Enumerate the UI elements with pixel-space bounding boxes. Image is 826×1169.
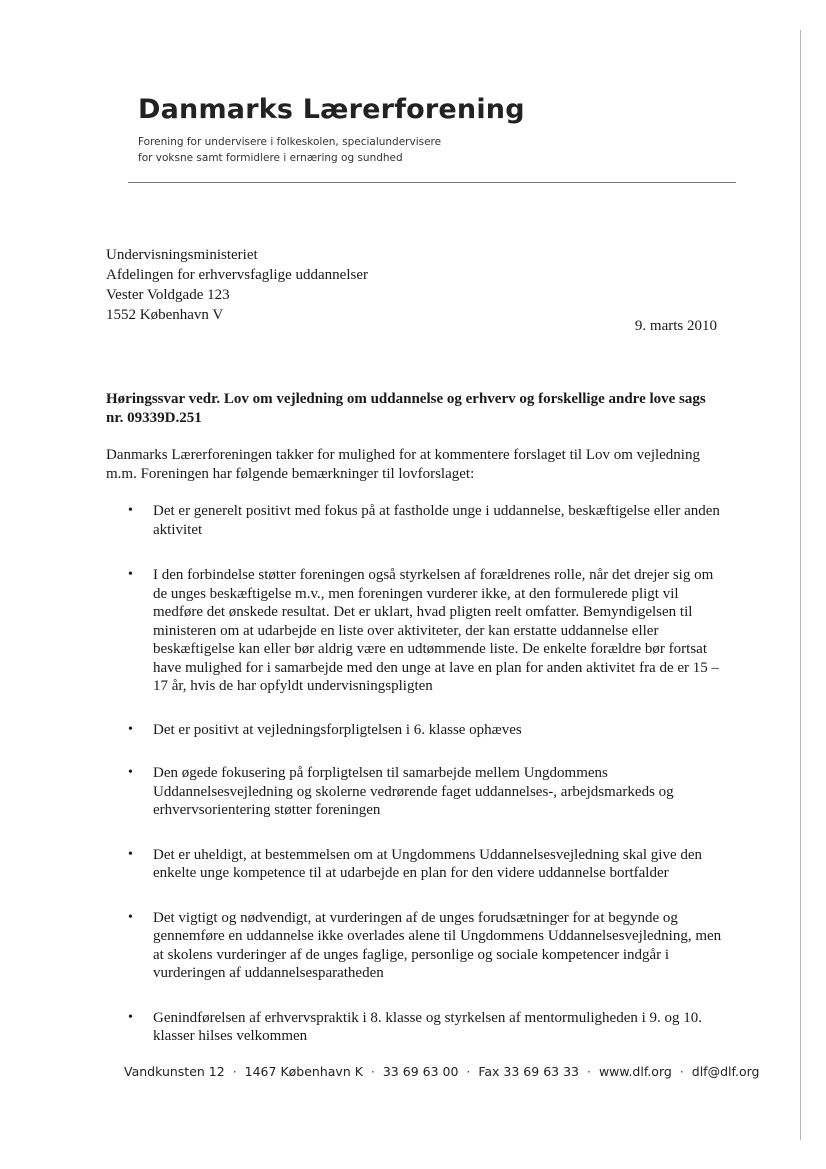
remarks-list (106, 502, 726, 1046)
remark-item (106, 721, 726, 740)
footer-separator: · (466, 1064, 471, 1079)
footer-separator: · (232, 1064, 237, 1079)
recipient-line-3: Vester Voldgade 123 (106, 287, 230, 303)
bullet-dot-icon: • (128, 1009, 133, 1025)
remark-item (106, 502, 726, 539)
remark-item (106, 909, 726, 983)
bullet-dot-icon: • (128, 721, 133, 737)
footer-website: www.dlf.org (598, 1064, 672, 1079)
footer-city: 1467 København K (244, 1064, 363, 1079)
remark-text: Det er uheldigt, at bestemmelsen om at Ungdommens Uddannelsesvejledning skal give den enkelte unge kompetence til at udarbejde en plan for den videre uddannelse bortfalder (153, 846, 703, 881)
organization-name: Danmarks Lærerforening (138, 94, 525, 125)
bullet-dot-icon: • (128, 846, 133, 862)
bullet-dot-icon: • (128, 909, 133, 925)
footer-separator: · (370, 1064, 375, 1079)
bullet-dot-icon: • (128, 503, 133, 518)
remark-item (106, 1009, 726, 1046)
letter-date: 9. marts 2010 (634, 318, 717, 334)
footer-phone: 33 69 63 00 (382, 1064, 459, 1079)
remark-text: Den øgede fokusering på forpligtelsen til samarbejde mellem Ungdommens Uddannelsesvejledning og skolerne vedrørende faget uddannelses-, arbejdsmarkeds og erhvervsorientering støtter foreningen (153, 765, 674, 818)
letter-footer (124, 1064, 764, 1079)
remark-item (106, 566, 726, 696)
letterhead (138, 92, 738, 166)
remark-item (106, 846, 726, 883)
tagline-line-1: Forening for undervisere i folkeskolen, specialundervisere (138, 136, 442, 148)
footer-separator: · (679, 1064, 684, 1079)
recipient-line-2: Afdelingen for erhvervsfaglige uddannelser (106, 267, 368, 283)
tagline-line-2: for voksne samt formidlere i ernæring og sundhed (138, 152, 403, 164)
remark-item (106, 764, 726, 820)
letter-intro: Danmarks Lærerforeningen takker for mulighed for at kommentere forslaget til Lov om vejledning m.m. Foreningen har følgende bemærkninger til lovforslaget: (106, 447, 700, 482)
footer-address: Vandkunsten 12 (124, 1064, 225, 1079)
remark-text: Det er generelt positivt med fokus på at fastholde unge i uddannelse, beskæftigelse eller anden aktivitet (153, 503, 720, 538)
organization-tagline (138, 134, 738, 166)
remark-text: Det vigtigt og nødvendigt, at vurderingen af de unges forudsætninger for at begynde og gennemføre en uddannelse ikke overlades alene til Ungdommens Uddannelsesvejledning, men at skolens vurderinger af de unges faglige, personlige og sociale kompetencer indgår i vurderingen af uddannelsesparatheden (153, 909, 722, 981)
letterhead-divider (128, 182, 736, 183)
recipient-line-4: 1552 København V (106, 307, 224, 323)
footer-separator: · (586, 1064, 591, 1079)
remark-text: Genindførelsen af erhvervspraktik i 8. klasse og styrkelsen af mentormuligheden i 9. og 10. klasser hilses velkommen (153, 1009, 703, 1044)
scan-edge-line (800, 30, 801, 1140)
letter-subject: Høringssvar vedr. Lov om vejledning om uddannelse og erhverv og forskellige andre love sags nr. 09339D.251 (106, 391, 706, 426)
recipient-address (106, 245, 368, 325)
remark-text: Det er positivt at vejledningsforpligtelsen i 6. klasse ophæves (153, 721, 522, 738)
remark-text: I den forbindelse støtter foreningen også styrkelsen af forældrenes rolle, når det drejer sig om de unges beskæftigelse m.v., men foreningen vurderer ikke, at den formulerede pligt vil medføre det ønskede resultat. Det er uklart, hvad pligten reelt omfatter. Bemyndigelsen til ministeren om at udarbejde en liste over aktiviteter, der kan erstatte uddannelse eller beskæftigelse kan eller bør aldrig være en udtømmende liste. De enkelte forældre bør fortsat have mulighed for i samarbejde med den unge at lave en plan for anden aktivitet fra de er 15 – 17 år, hvis de har opfyldt undervisningspligten (153, 567, 720, 694)
footer-fax: Fax 33 69 63 33 (478, 1064, 579, 1079)
footer-email: dlf@dlf.org (691, 1064, 760, 1079)
recipient-line-1: Undervisningsministeriet (106, 247, 258, 263)
bullet-dot-icon: • (128, 567, 133, 582)
bullet-dot-icon: • (128, 765, 133, 780)
